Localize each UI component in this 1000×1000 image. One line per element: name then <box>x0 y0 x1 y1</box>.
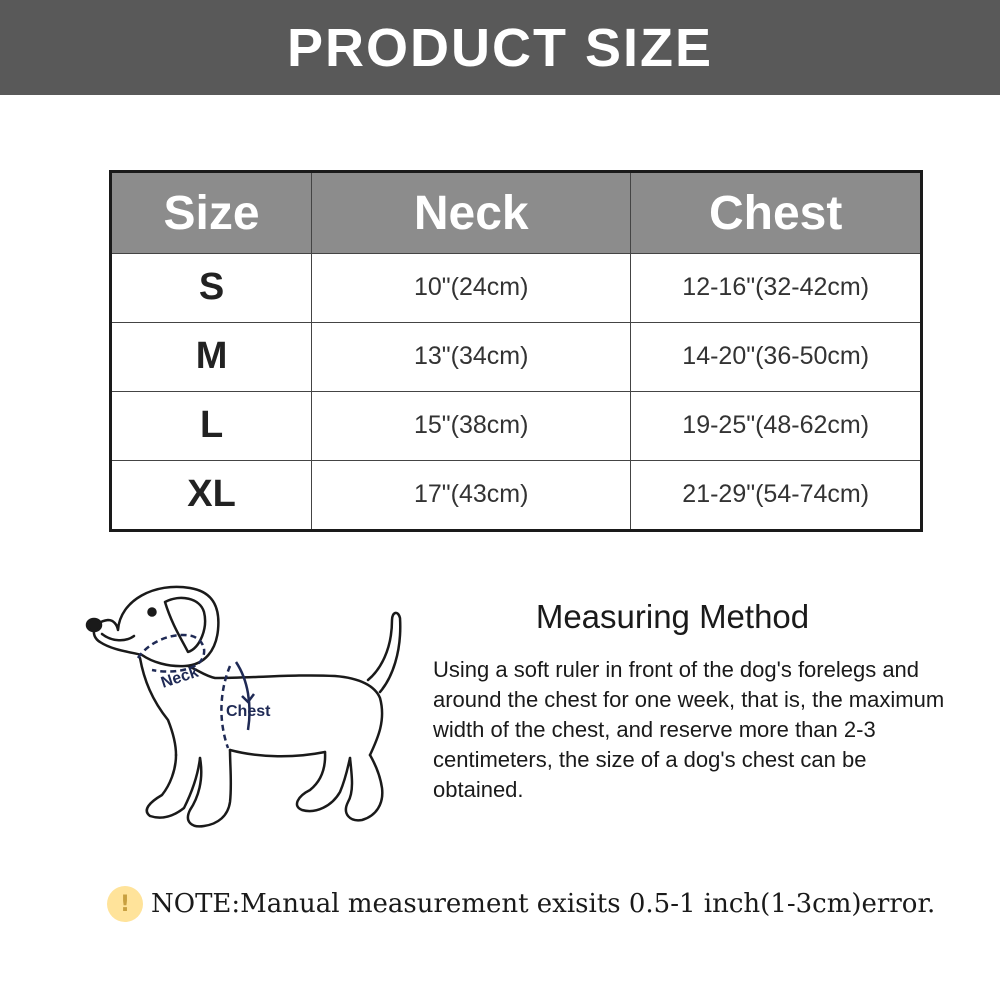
table-row <box>111 322 922 391</box>
dog-back-leg <box>346 755 382 820</box>
neck-cell: 15"(38cm) <box>312 391 631 460</box>
chest-cell: 19-25"(48-62cm) <box>631 391 922 460</box>
neck-cell: 13"(34cm) <box>312 322 631 391</box>
chest-cell: 12-16"(32-42cm) <box>631 254 922 323</box>
size-cell: M <box>111 322 312 391</box>
dog-body-outline <box>188 666 382 755</box>
dog-mouth <box>102 634 134 640</box>
dog-belly-outline <box>230 750 325 756</box>
chest-cell: 21-29"(54-74cm) <box>631 460 922 530</box>
measuring-method-text: Using a soft ruler in front of the dog's forelegs and around the chest for one week, that is, the maximum width of the chest, and reserve more than 2-3 centimeters, the size of a dog's chest can be obtained. <box>433 657 945 802</box>
dog-nose <box>87 619 101 631</box>
size-chart-table <box>109 170 923 532</box>
column-header-chest: Chest <box>631 172 922 254</box>
size-cell: XL <box>111 460 312 530</box>
dog-back-leg <box>297 752 350 811</box>
table-header-row <box>111 172 922 254</box>
note-text: NOTE:Manual measurement exisits 0.5-1 inch(1-3cm)error. <box>151 889 936 919</box>
column-header-neck: Neck <box>312 172 631 254</box>
neck-cell: 10"(24cm) <box>312 254 631 323</box>
dog-front-leg <box>188 750 231 826</box>
neck-label: Neck <box>158 663 201 692</box>
header-banner <box>0 0 1000 95</box>
page-title: PRODUCT SIZE <box>286 17 714 78</box>
column-header-size: Size <box>111 172 312 254</box>
dog-eye <box>149 609 156 616</box>
table-row <box>111 460 922 530</box>
chest-label: Chest <box>226 703 271 720</box>
table-row <box>111 254 922 323</box>
dog-tail-outline <box>368 613 400 692</box>
measuring-method-title: Measuring Method <box>535 598 810 635</box>
size-cell: L <box>111 391 312 460</box>
neck-cell: 17"(43cm) <box>312 460 631 530</box>
size-cell: S <box>111 254 312 323</box>
dog-head-outline <box>94 587 219 666</box>
dog-ear-outline <box>165 598 205 652</box>
exclamation-icon: ! <box>107 886 143 922</box>
chest-cell: 14-20"(36-50cm) <box>631 322 922 391</box>
note-row <box>107 884 935 924</box>
dog-measurement-illustration <box>80 570 420 845</box>
table-row <box>111 391 922 460</box>
